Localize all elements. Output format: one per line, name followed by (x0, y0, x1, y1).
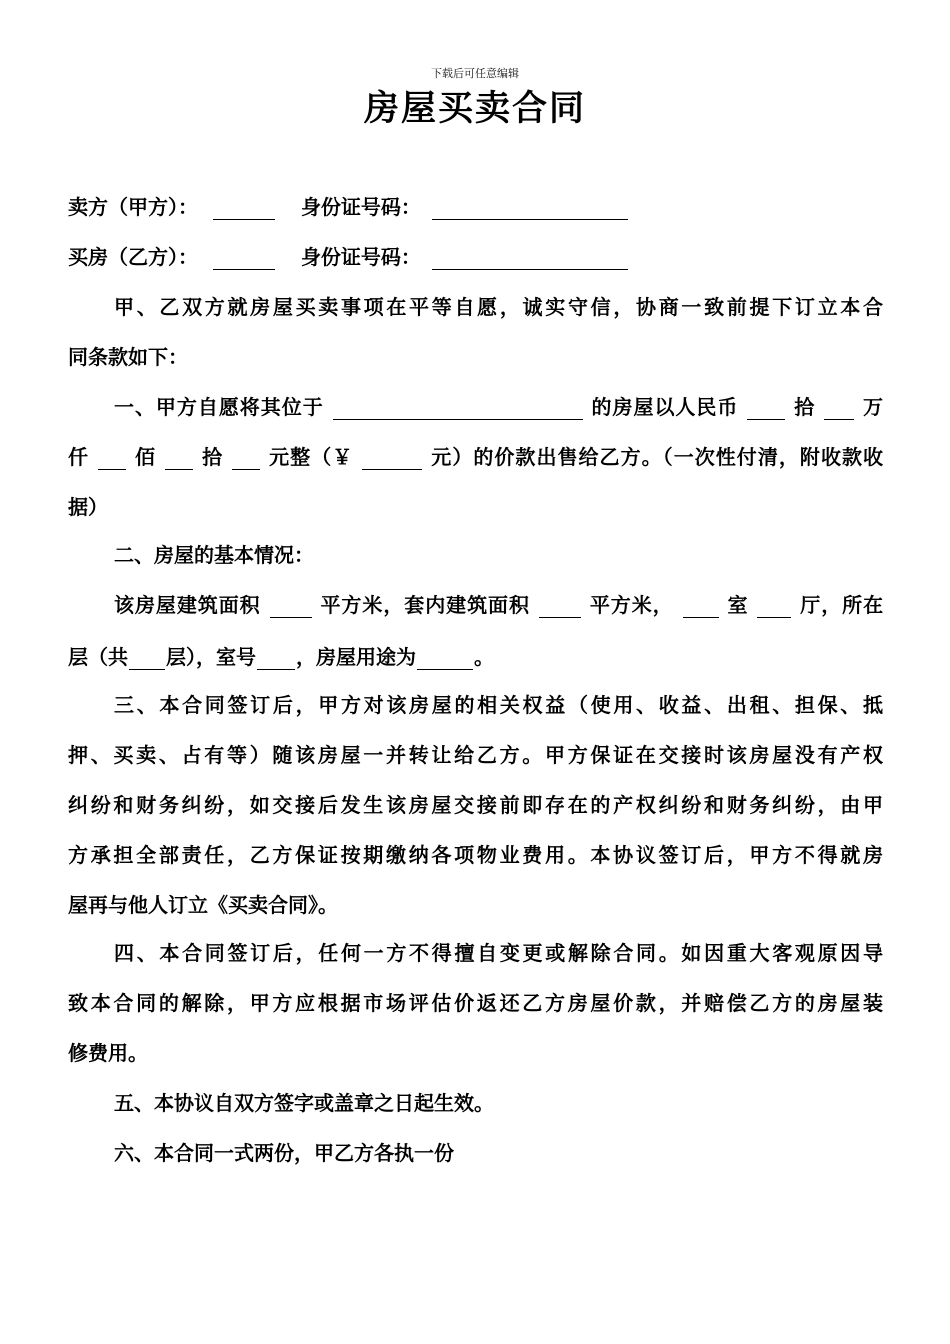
clause1-text-c: 拾 (794, 395, 816, 419)
intro-line-1: 甲、乙双方就房屋买卖事项在平等自愿，诚实守信，协商一致前提下订立本合 (114, 295, 883, 319)
seller-id-blank[interactable] (432, 199, 628, 220)
seller-line (68, 182, 883, 232)
price-qian-blank[interactable] (98, 449, 126, 470)
clause2-text-b: 平方米，套内建筑面积 (320, 593, 530, 617)
clause4-line-2: 致本合同的解除，甲方应根据市场评估价返还乙方房屋价款，并赔偿乙方的房屋装 (68, 991, 883, 1015)
buyer-line (68, 232, 883, 282)
clause2-heading: 二、房屋的基本情况： (114, 543, 314, 567)
clause1-text-b: 的房屋以人民币 (591, 395, 739, 419)
rooms-blank[interactable] (683, 597, 719, 618)
price-shi-wan-blank[interactable] (747, 399, 785, 420)
clause1-line-1 (68, 382, 883, 432)
clause1-text-d: 万 (863, 395, 884, 419)
property-location-blank[interactable] (333, 399, 583, 420)
intro-line-2: 同条款如下： (68, 345, 188, 369)
price-amount-blank[interactable] (362, 449, 422, 470)
inner-area-blank[interactable] (539, 597, 581, 618)
clause5-line: 五、本协议自双方签字或盖章之日起生效。 (114, 1091, 494, 1115)
price-shi-blank[interactable] (232, 449, 260, 470)
clause1-text-g: 拾 (202, 445, 224, 469)
room-number-blank[interactable] (257, 649, 295, 670)
seller-name-blank[interactable] (213, 199, 275, 220)
price-wan-blank[interactable] (824, 399, 854, 420)
clause1-text-e: 仟 (68, 445, 90, 469)
clause6-line: 六、本合同一式两份，甲乙方各执一份 (114, 1141, 454, 1165)
document-title: 房屋买卖合同 (363, 89, 586, 129)
seller-label: 卖方（甲方）： (68, 195, 198, 219)
halls-blank[interactable] (757, 597, 791, 618)
clause2-text-a: 该房屋建筑面积 (114, 593, 261, 617)
seller-id-label: 身份证号码： (300, 195, 421, 219)
clause4-line-1: 四、本合同签订后，任何一方不得擅自变更或解除合同。如因重大客观原因导 (114, 941, 883, 965)
clause2-text-h: ，房屋用途为 (296, 645, 416, 669)
clause2-text-i: 。 (474, 645, 494, 669)
clause1-line-2 (68, 432, 883, 482)
clause1-text-a: 一、甲方自愿将其位于 (114, 395, 324, 419)
clause2-text-g: 层），室号 (166, 645, 256, 669)
buyer-name-blank[interactable] (213, 249, 275, 270)
header-note: 下载后可任意编辑 (431, 67, 519, 80)
price-bai-blank[interactable] (165, 449, 193, 470)
clause2-line-2 (68, 632, 883, 682)
building-area-blank[interactable] (270, 597, 312, 618)
clause3-line-5: 屋再与他人订立《买卖合同》。 (68, 893, 338, 917)
clause1-text-i: 元）的价款出售给乙方。（一次性付清，附收款收 (431, 445, 884, 469)
clause1-line-3: 据） (68, 495, 108, 519)
buyer-id-blank[interactable] (432, 249, 628, 270)
clause1-text-h: 元整（￥ (269, 445, 354, 469)
clause1-text-f: 佰 (135, 445, 157, 469)
house-use-blank[interactable] (417, 649, 473, 670)
clause2-text-c: 平方米， (589, 593, 674, 617)
clause2-line-1 (68, 580, 883, 630)
clause3-line-1: 三、本合同签订后，甲方对该房屋的相关权益（使用、收益、出租、担保、抵 (114, 693, 883, 717)
clause2-text-e: 厅，所在 (800, 593, 884, 617)
clause3-line-3: 纠纷和财务纠纷，如交接后发生该房屋交接前即存在的产权纠纷和财务纠纷，由甲 (68, 793, 883, 817)
clause3-line-4: 方承担全部责任，乙方保证按期缴纳各项物业费用。本协议签订后，甲方不得就房 (68, 843, 883, 867)
clause2-text-d: 室 (727, 593, 749, 617)
buyer-label: 买房（乙方）： (68, 245, 198, 269)
buyer-id-label: 身份证号码： (300, 245, 421, 269)
clause4-line-3: 修费用。 (68, 1041, 148, 1065)
clause2-text-f: 层（共 (68, 645, 128, 669)
clause3-line-2: 押、买卖、占有等）随该房屋一并转让给乙方。甲方保证在交接时该房屋没有产权 (68, 743, 883, 767)
floor-total-blank[interactable] (129, 649, 165, 670)
